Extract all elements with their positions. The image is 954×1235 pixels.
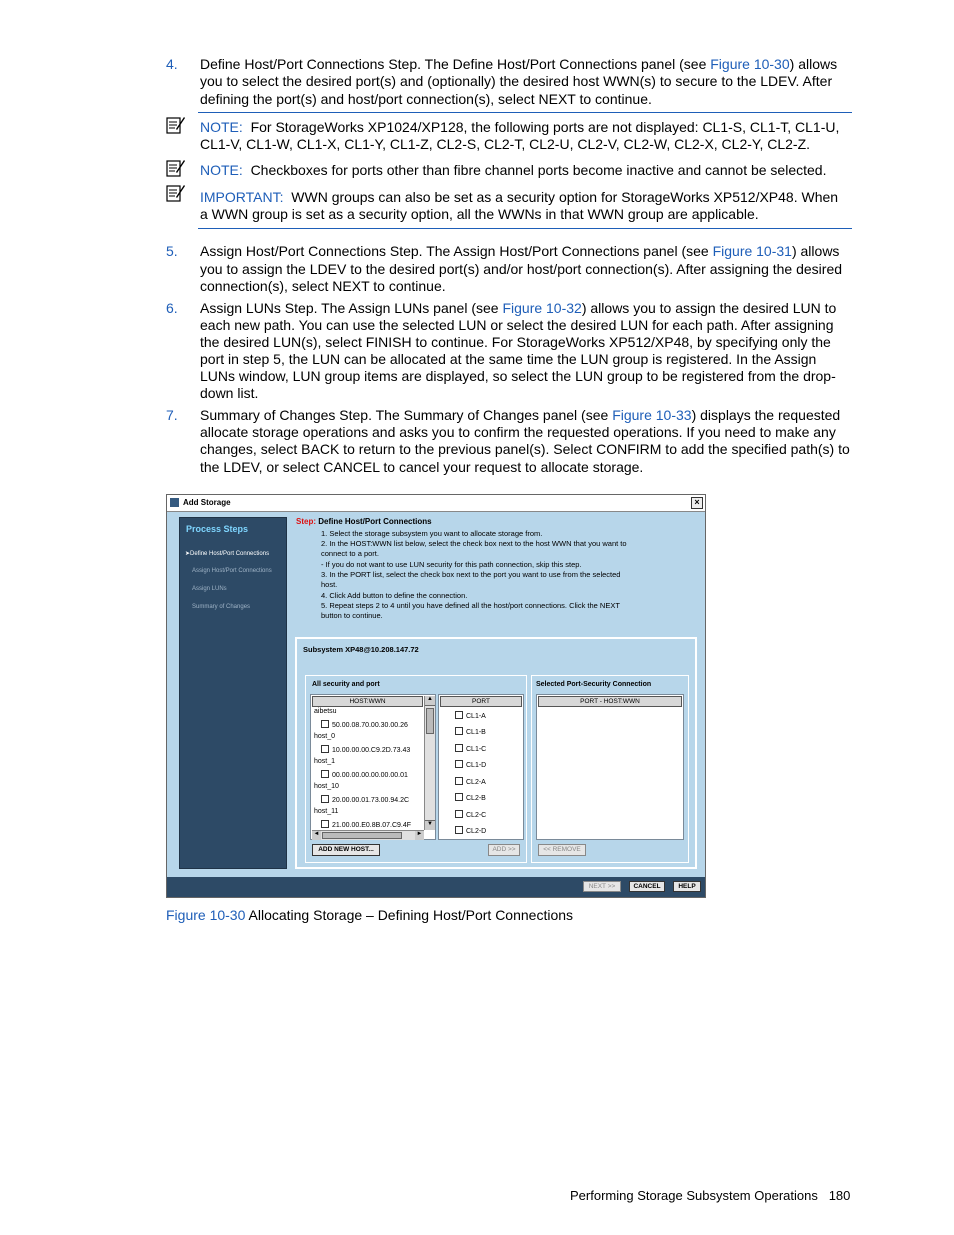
- figure-10-33-link[interactable]: Figure 10-33: [612, 407, 692, 423]
- scroll-down-icon[interactable]: ▼: [425, 820, 435, 830]
- step-7-line-3: changes, select BACK to return to the previous panel(s). Select CONFIRM to add the specified path(s) to: [200, 441, 850, 457]
- note-1-line-1: [200, 119, 839, 136]
- sidebar-item-summary[interactable]: Summary of Changes: [192, 604, 251, 610]
- step-5-line-1: [200, 243, 839, 260]
- checkbox[interactable]: [455, 793, 463, 801]
- footer-text: Performing Storage Subsystem Operations: [570, 1188, 818, 1203]
- checkbox[interactable]: [321, 745, 329, 753]
- wwn-value: 20.00.00.01.73.00.94.2C: [332, 797, 410, 804]
- step-7-line-2: allocate storage operations and asks you to confirm the requested operations. If you need to make any: [200, 424, 836, 440]
- figure-caption: [166, 907, 573, 924]
- important-line-2: a WWN group is set as a security option, all the WWNs in that WWN group are applicable.: [200, 206, 759, 222]
- note-1-line-2: CL1-V, CL1-W, CL1-X, CL1-Y, CL1-Z, CL2-S, CL2-T, CL2-U, CL2-V, CL2-W, CL2-X, CL2-Y, CL2-Z.: [200, 136, 811, 152]
- cancel-button[interactable]: CANCEL: [629, 881, 665, 892]
- port-label: CL2-B: [466, 795, 486, 802]
- note-top-rule: [198, 112, 852, 113]
- port-item[interactable]: [455, 711, 486, 720]
- port-label: CL1-A: [466, 713, 486, 720]
- important-label: IMPORTANT:: [200, 189, 284, 205]
- step-6-line-4: port in step 5, the LUN can be allocated at the same time the LUN group is registered. In the Assign: [200, 351, 817, 367]
- wwn-value: 21.00.00.E0.8B.07.C9.4F: [332, 822, 411, 829]
- app-icon: [170, 498, 179, 507]
- note-label: NOTE:: [200, 119, 243, 135]
- sidebar-item-assign-host[interactable]: Assign Host/Port Connections: [192, 568, 272, 574]
- checkbox[interactable]: [455, 727, 463, 735]
- horizontal-scrollbar[interactable]: [312, 830, 424, 840]
- selected-connection-label: Selected Port-Security Connection: [536, 681, 652, 688]
- host-name: host_10: [314, 783, 339, 790]
- step-5-number: 5.: [166, 243, 178, 259]
- host-wwn-item[interactable]: [321, 745, 410, 754]
- step-7-line-1: [200, 407, 840, 424]
- host-name: aibetsu: [314, 708, 337, 715]
- important-text: WWN groups can also be set as a security option for StorageWorks XP512/XP48. When: [291, 189, 839, 205]
- port-item[interactable]: [455, 727, 486, 736]
- figure-caption-link[interactable]: Figure 10-30: [166, 907, 246, 923]
- process-steps-sidebar: [179, 517, 287, 869]
- note-icon: [166, 158, 186, 178]
- sidebar-title: Process Steps: [186, 524, 249, 534]
- step-6-line-1: [200, 300, 836, 317]
- checkbox[interactable]: [321, 820, 329, 828]
- window-titlebar: [167, 495, 705, 512]
- scroll-thumb[interactable]: [426, 708, 434, 734]
- host-wwn-item[interactable]: [321, 795, 409, 804]
- sidebar-item-define[interactable]: ➤Define Host/Port Connections: [185, 551, 270, 557]
- port-header[interactable]: PORT: [440, 696, 522, 707]
- port-label: CL1-B: [466, 729, 486, 736]
- note-label: NOTE:: [200, 162, 243, 178]
- step-5-line-2: you to assign the LDEV to the desired port(s) and/or host/port connection(s). After assigning the desired: [200, 261, 843, 277]
- host-name: host_11: [314, 808, 339, 815]
- step-6-line-5: LUNs window, LUN group items are displayed, so select the LUN group to be registered from the drop-: [200, 368, 836, 384]
- checkbox[interactable]: [455, 810, 463, 818]
- checkbox[interactable]: [321, 795, 329, 803]
- selected-connection-list[interactable]: [536, 694, 684, 840]
- host-wwn-list[interactable]: [310, 694, 436, 840]
- page-footer: [570, 1188, 850, 1203]
- window-title: Add Storage: [183, 498, 231, 507]
- checkbox[interactable]: [455, 826, 463, 834]
- note-2-text: Checkboxes for ports other than fibre channel ports become inactive and cannot be selected.: [250, 162, 827, 178]
- port-label: CL2-A: [466, 779, 486, 786]
- vertical-scrollbar[interactable]: [424, 696, 435, 830]
- host-wwn-item[interactable]: [321, 770, 408, 779]
- host-wwn-item[interactable]: [321, 720, 408, 729]
- step-6-line-2: each new path. You can use the selected LUN or select the desired LUN for each path. After assigning: [200, 317, 834, 333]
- instruction-5b: button to continue.: [321, 611, 383, 620]
- close-icon[interactable]: ×: [691, 497, 703, 509]
- port-item[interactable]: [455, 826, 486, 835]
- note-2: [200, 162, 826, 179]
- sidebar-item-assign-luns[interactable]: Assign LUNs: [192, 586, 227, 592]
- instruction-2b: connect to a port.: [321, 549, 379, 558]
- remove-button[interactable]: << REMOVE: [538, 844, 586, 856]
- step-4-line-2: you to select the desired port(s) and (optionally) the desired host WWN(s) to secure to the LDEV. After: [200, 73, 833, 89]
- port-label: CL1-C: [466, 746, 487, 753]
- step-6-number: 6.: [166, 300, 178, 316]
- subsystem-label: Subsystem XP48@10.208.147.72: [303, 645, 419, 654]
- port-item[interactable]: [455, 760, 486, 769]
- checkbox[interactable]: [321, 770, 329, 778]
- scroll-left-icon[interactable]: ◄: [312, 831, 321, 840]
- figure-10-31-link[interactable]: Figure 10-31: [712, 243, 792, 259]
- page-number: 180: [828, 1188, 851, 1203]
- selected-connection-group: [531, 675, 689, 863]
- host-name: host_0: [314, 733, 336, 740]
- wwn-value: 50.00.08.70.00.30.00.26: [332, 722, 408, 729]
- step-6-line-3: the desired LUN(s), select FINISH to continue. For StorageWorks XP512/XP48, by specifying only the: [200, 334, 831, 350]
- scroll-up-icon[interactable]: ▲: [425, 696, 435, 706]
- port-item[interactable]: [455, 793, 486, 802]
- note-1-text: For StorageWorks XP1024/XP128, the following ports are not displayed: CL1-S, CL1-T, CL1-U,: [250, 119, 840, 135]
- step-6-text: Assign LUNs Step. The Assign LUNs panel (see: [200, 300, 503, 316]
- host-name: host_1: [314, 758, 336, 765]
- note-icon: [166, 115, 186, 135]
- checkbox[interactable]: [455, 760, 463, 768]
- step-7-text: Summary of Changes Step. The Summary of Changes panel (see: [200, 407, 613, 423]
- instruction-4: 4. Click Add button to define the connection.: [321, 591, 468, 600]
- port-label: CL1-D: [466, 762, 487, 769]
- step-5-line-3: connection(s), select NEXT to continue.: [200, 278, 446, 294]
- instruction-3b: host.: [321, 580, 338, 589]
- step-7-line-4: the LDEV, or select CANCEL to cancel your request to allocate storage.: [200, 459, 644, 475]
- step-name: Define Host/Port Connections: [318, 517, 432, 526]
- scroll-right-icon[interactable]: ►: [415, 831, 424, 840]
- window-button-bar: [167, 877, 705, 897]
- checkbox[interactable]: [321, 720, 329, 728]
- step-5-text: Assign Host/Port Connections Step. The Assign Host/Port Connections panel (see: [200, 243, 713, 259]
- wwn-value: 00.00.00.00.00.00.00.01: [332, 772, 408, 779]
- step-4-text-end: ) allows: [789, 56, 838, 72]
- port-item[interactable]: [455, 810, 486, 819]
- all-security-label: All security and port: [312, 681, 380, 688]
- caption-text: Allocating Storage – Defining Host/Port Connections: [245, 907, 574, 923]
- step-6-text-end: ) allows you to assign the desired LUN to: [581, 300, 837, 316]
- step-4-line-1: [200, 56, 837, 73]
- step-4-text: Define Host/Port Connections Step. The Define Host/Port Connections panel (see: [200, 56, 711, 72]
- important-line-1: [200, 189, 838, 206]
- next-button[interactable]: NEXT >>: [583, 881, 621, 892]
- subsystem-panel: [295, 637, 697, 869]
- step-5-text-end: ) allows: [791, 243, 840, 259]
- figure-10-32-link[interactable]: Figure 10-32: [502, 300, 582, 316]
- host-wwn-item[interactable]: [321, 820, 411, 829]
- port-host-wwn-header[interactable]: PORT - HOST:WWN: [538, 696, 682, 707]
- step-6-line-6: down list.: [200, 385, 259, 401]
- step-heading: [296, 517, 432, 527]
- wwn-value: 10.00.00.00.C9.2D.73.43: [332, 747, 411, 754]
- step-7-number: 7.: [166, 407, 178, 423]
- figure-10-30-link[interactable]: Figure 10-30: [710, 56, 790, 72]
- all-security-group: [305, 675, 527, 863]
- important-icon: [166, 183, 186, 203]
- hscroll-thumb[interactable]: [322, 832, 402, 839]
- instruction-5: 5. Repeat steps 2 to 4 until you have defined all the host/port connections. Click the NEXT: [321, 601, 620, 610]
- port-list[interactable]: [438, 694, 524, 840]
- step-label: Step:: [296, 517, 316, 526]
- add-new-host-button[interactable]: ADD NEW HOST...: [312, 844, 380, 856]
- port-label: CL2-C: [466, 812, 487, 819]
- add-storage-window: [166, 494, 706, 898]
- instruction-3: 3. In the PORT list, select the check box next to the port you want to use from the selected: [321, 570, 621, 579]
- port-item[interactable]: [455, 777, 486, 786]
- help-button[interactable]: HELP: [673, 881, 701, 892]
- step-7-text-end: ) displays the requested: [691, 407, 841, 423]
- checkbox[interactable]: [455, 744, 463, 752]
- host-wwn-header[interactable]: HOST:WWN: [312, 696, 423, 707]
- port-label: CL2-D: [466, 828, 487, 835]
- instruction-1: 1. Select the storage subsystem you want to allocate storage from.: [321, 529, 543, 538]
- port-item[interactable]: [455, 744, 486, 753]
- add-button[interactable]: ADD >>: [488, 844, 520, 856]
- step-4-number: 4.: [166, 56, 178, 72]
- checkbox[interactable]: [455, 777, 463, 785]
- checkbox[interactable]: [455, 711, 463, 719]
- instruction-2c: - If you do not want to use LUN security for this path connection, skip this step.: [321, 560, 582, 569]
- instruction-2: 2. In the HOST:WWN list below, select the check box next to the host WWN that you want to: [321, 539, 627, 548]
- step-4-line-3: defining the port(s) and host/port connection(s), select NEXT to continue.: [200, 91, 652, 107]
- note-bottom-rule: [198, 228, 852, 229]
